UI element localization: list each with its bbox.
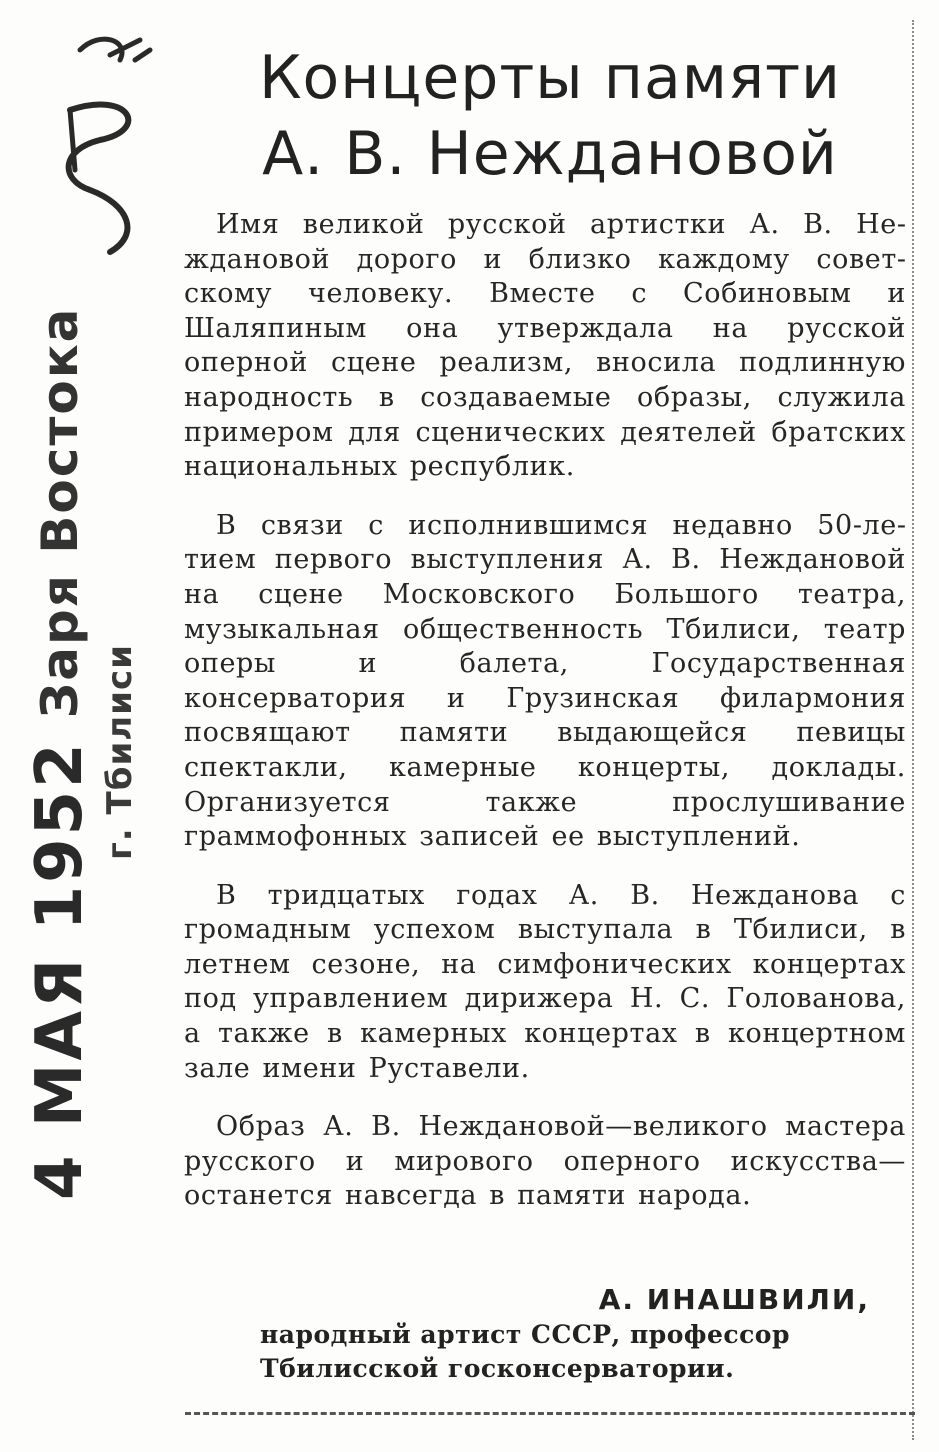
clipping-edge [912,20,914,1440]
paragraph-1: Имя великой русской артистки А. В. Неждановой дорого и близко каждому советскому человеку. Вместе с Собиновым и Шаляпиным она утверждала на русской оперной сцене реализм, вносила подлинную народность в создаваемые образы, служила примером для сценических деятелей братских национальных республик. [184,209,906,483]
paragraph-2: В связи с исполнившимся недавно 50-летием первого выступления А. В. Неждановой на сцене Московского Большого театра, музыкальная общественность Тбилиси, театр оперы и балета, Государственная консерватория и Грузинская филармония посвящают памяти выдающейся певицы спектакли, камерные концерты, доклады. Организуется также прослушивание граммофонных записей ее выступлений. [184,509,906,853]
stamp-date: 4 МАЯ 1952 [23,740,97,1200]
stamp-paper: Заря Востока [31,306,89,719]
paragraph-4: Образ А. В. Неждановой—великого мастера русского и мирового оперного искусства—останется навсегда в памяти народа. [184,1111,906,1212]
author-signature [260,1282,880,1386]
author-title-line-1: народный артист СССР, профессор [260,1320,790,1349]
bottom-rule [185,1412,915,1415]
handwritten-mark [40,20,160,260]
headline-line-2: А. В. Неждановой [262,119,838,189]
date-stamp [10,250,110,1200]
article-headline [180,40,920,192]
stamp-city: г. Тбилиси [100,644,140,860]
author-name: А. ИНАШВИЛИ, [598,1283,870,1316]
author-title-line-2: Тбилисской госконсерватории. [260,1354,735,1383]
headline-line-1: Концерты памяти [258,43,842,113]
article-body [184,208,906,1238]
paragraph-3: В тридцатых годах А. В. Нежданова с громадным успехом выступала в Тбилиси, в летнем сезоне, на симфонических концертах под управлением дирижера Н. С. Голованова, а также в камерных концертах в концертном зале имени Руставели. [184,879,906,1084]
